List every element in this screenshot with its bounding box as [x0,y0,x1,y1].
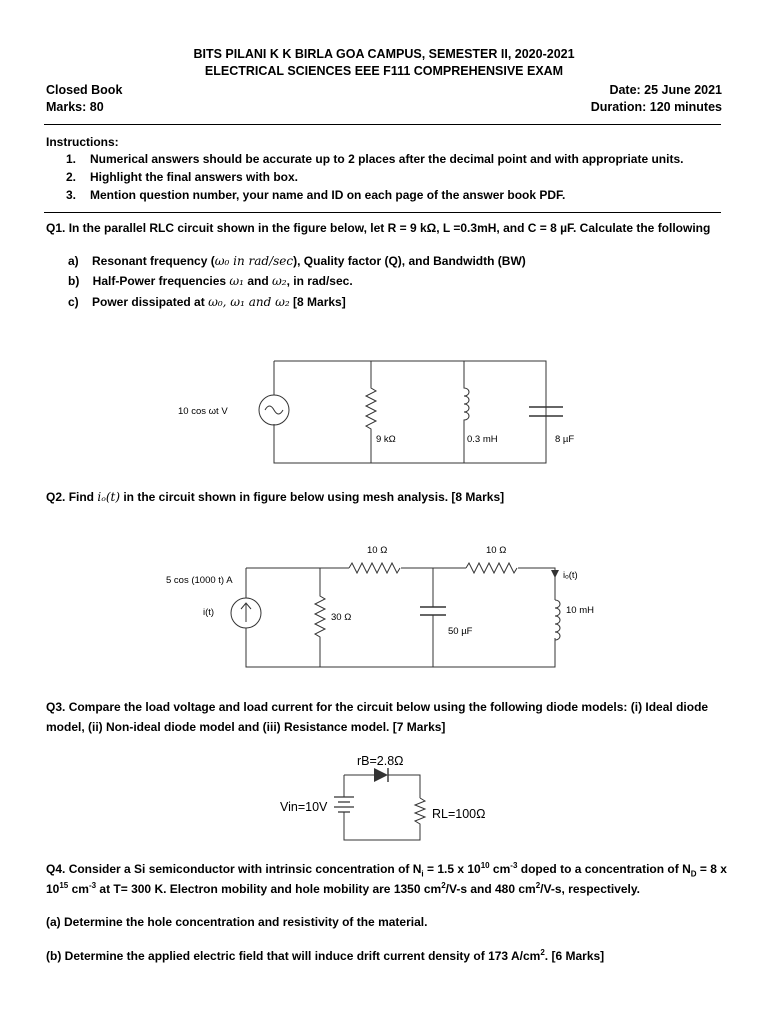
subscript: i [421,869,424,879]
superscript: -3 [88,881,97,890]
circuit-wire [246,568,555,667]
question-text: 10 [46,882,60,896]
q1-label: Q1. [46,221,66,235]
instruction-text: Numerical answers should be accurate up to 2 places after the decimal point and with appropriate units. [90,152,684,166]
part-text: Power dissipated at [92,295,209,309]
marks-label: Marks: 80 [46,100,104,114]
part-text: . [544,949,549,963]
part-text: , in rad/sec. [286,274,353,288]
superscript: 2 [535,881,541,890]
part-label: (a) [46,915,61,929]
question-text: /V-s, respectively. [540,882,640,896]
source-current-label: i(t) [203,607,215,618]
question-text: Compare the load voltage and load current for the circuit below using the following diode models: (i) Ideal diode [68,700,709,714]
closed-book-label: Closed Book [46,83,123,97]
header-divider [44,124,721,125]
superscript: 2 [441,881,446,890]
rl-label: RL=100Ω [432,807,486,821]
resistor-symbol [466,563,517,573]
vin-label: Vin=10V [280,800,328,814]
question-text: = 1.5 x 10 [423,862,481,876]
diode-triangle [374,768,388,782]
resistor-label: 10 Ω [367,545,388,556]
question-text: Consider a Si semiconductor with intrinsic concentration of N [68,862,422,876]
math-expression: ω₀, ω₁ and ω₂ [208,295,290,309]
q4-question-line2 [46,882,640,896]
capacitor-label: 8 µF [555,434,575,445]
part-text: and [244,274,273,288]
instructions-title: Instructions: [46,135,119,149]
part-text: Determine the hole concentration and resistivity of the material. [60,915,428,929]
q4-label: Q4. [46,862,66,876]
superscript: 10 [480,861,490,870]
instruction-number: 1. [66,152,77,166]
question-text: doped to a concentration of N [517,862,691,876]
instruction-text: Mention question number, your name and ID on each page of the answer book PDF. [90,188,566,202]
q3-diode-circuit [0,745,768,855]
q1-part-a [68,254,526,268]
question-text: /V-s and 480 cm [445,882,536,896]
q3-question-line1 [46,700,708,714]
resistor-symbol [315,568,325,667]
q2-question [46,490,504,504]
superscript: 15 [59,881,69,890]
rb-label: rB=2.8Ω [357,754,404,768]
circuit-wire [344,775,420,798]
part-text: ), Quality factor (Q), and Bandwidth (BW) [293,254,526,268]
part-label: c) [68,295,79,309]
resistor-symbol [366,361,376,463]
question-text: Find [68,490,98,504]
resistor-label: 10 Ω [486,545,507,556]
q3-label: Q3. [46,700,66,714]
q1-part-c [68,295,346,309]
exam-course-line: ELECTRICAL SCIENCES EEE F111 COMPREHENSIVE EXAM [204,64,564,78]
date-label: Date: 25 June 2021 [609,83,722,97]
part-label: b) [68,274,80,288]
marks-badge: [8 Marks] [293,295,346,309]
inductor-symbol [464,361,469,463]
resistor-label: 30 Ω [331,612,352,623]
q2-label: Q2. [46,490,66,504]
instruction-number: 3. [66,188,77,202]
q1-part-b [68,274,353,288]
marks-badge: [8 Marks] [451,490,505,504]
question-text: in the circuit shown in figure below using mesh analysis. [120,490,449,504]
marks-badge: [6 Marks] [551,949,605,963]
q4-question-line1 [46,861,727,879]
question-text: = 8 x [696,862,727,876]
source-value-label: 5 cos (1000 t) A [166,575,233,586]
math-expression: iₒ(t) [97,490,121,504]
superscript: -3 [510,861,518,870]
q1-question [46,221,710,235]
question-text: cm [68,882,89,896]
instructions-divider [44,212,721,213]
part-text: Resonant frequency ( [92,254,215,268]
part-label: (b) [46,949,62,963]
output-current-label: iₒ(t) [563,570,578,581]
q1-text: In the parallel RLC circuit shown in the figure below, let R = 9 kΩ, L =0.3mH, and C = 8 µF. Calculate the following [68,221,711,235]
sine-wave-icon [265,406,283,414]
marks-badge: [7 Marks] [392,720,446,734]
subscript: D [690,869,697,879]
circuit-wire [274,361,546,463]
part-label: a) [68,254,79,268]
capacitor-label: 50 µF [448,626,473,637]
inductor-label: 0.3 mH [467,434,498,445]
battery-symbol [334,797,354,812]
q4-part-b [46,949,604,963]
math-expression: ω₂ [272,274,287,288]
superscript: 2 [540,948,545,957]
instruction-number: 2. [66,170,77,184]
question-text: cm [489,862,511,876]
q4-part-a [46,915,427,929]
q1-rlc-circuit [0,340,768,480]
resistor-label: 9 kΩ [376,434,396,445]
q3-question-line2 [46,720,445,734]
instruction-text: Highlight the final answers with box. [90,170,299,184]
circuit-wire [246,568,555,600]
resistor-symbol [344,798,425,840]
math-expression: ω₁ [229,274,244,288]
inductor-label: 10 mH [566,605,594,616]
inductor-symbol [555,600,560,640]
q2-mesh-circuit [0,538,768,678]
capacitor-symbol [420,607,446,615]
duration-label: Duration: 120 minutes [590,100,722,114]
arrow-up-icon [241,603,251,622]
resistor-symbol [349,563,400,573]
question-text: at T= 300 K. Electron mobility and hole mobility are 1350 cm [96,882,442,896]
question-text: model, (ii) Non-ideal diode model and (iii) Resistance model. [46,720,390,734]
part-text: Determine the applied electric field that will induce drift current density of 173 A/cm [61,949,541,963]
source-label: 10 cos ωt V [178,406,228,417]
arrow-down-icon [551,570,559,578]
part-text: Half-Power frequencies [92,274,230,288]
math-expression: ω₀ in rad/sec [214,254,294,268]
exam-institution-line: BITS PILANI K K BIRLA GOA CAMPUS, SEMESTER II, 2020-2021 [193,47,575,61]
